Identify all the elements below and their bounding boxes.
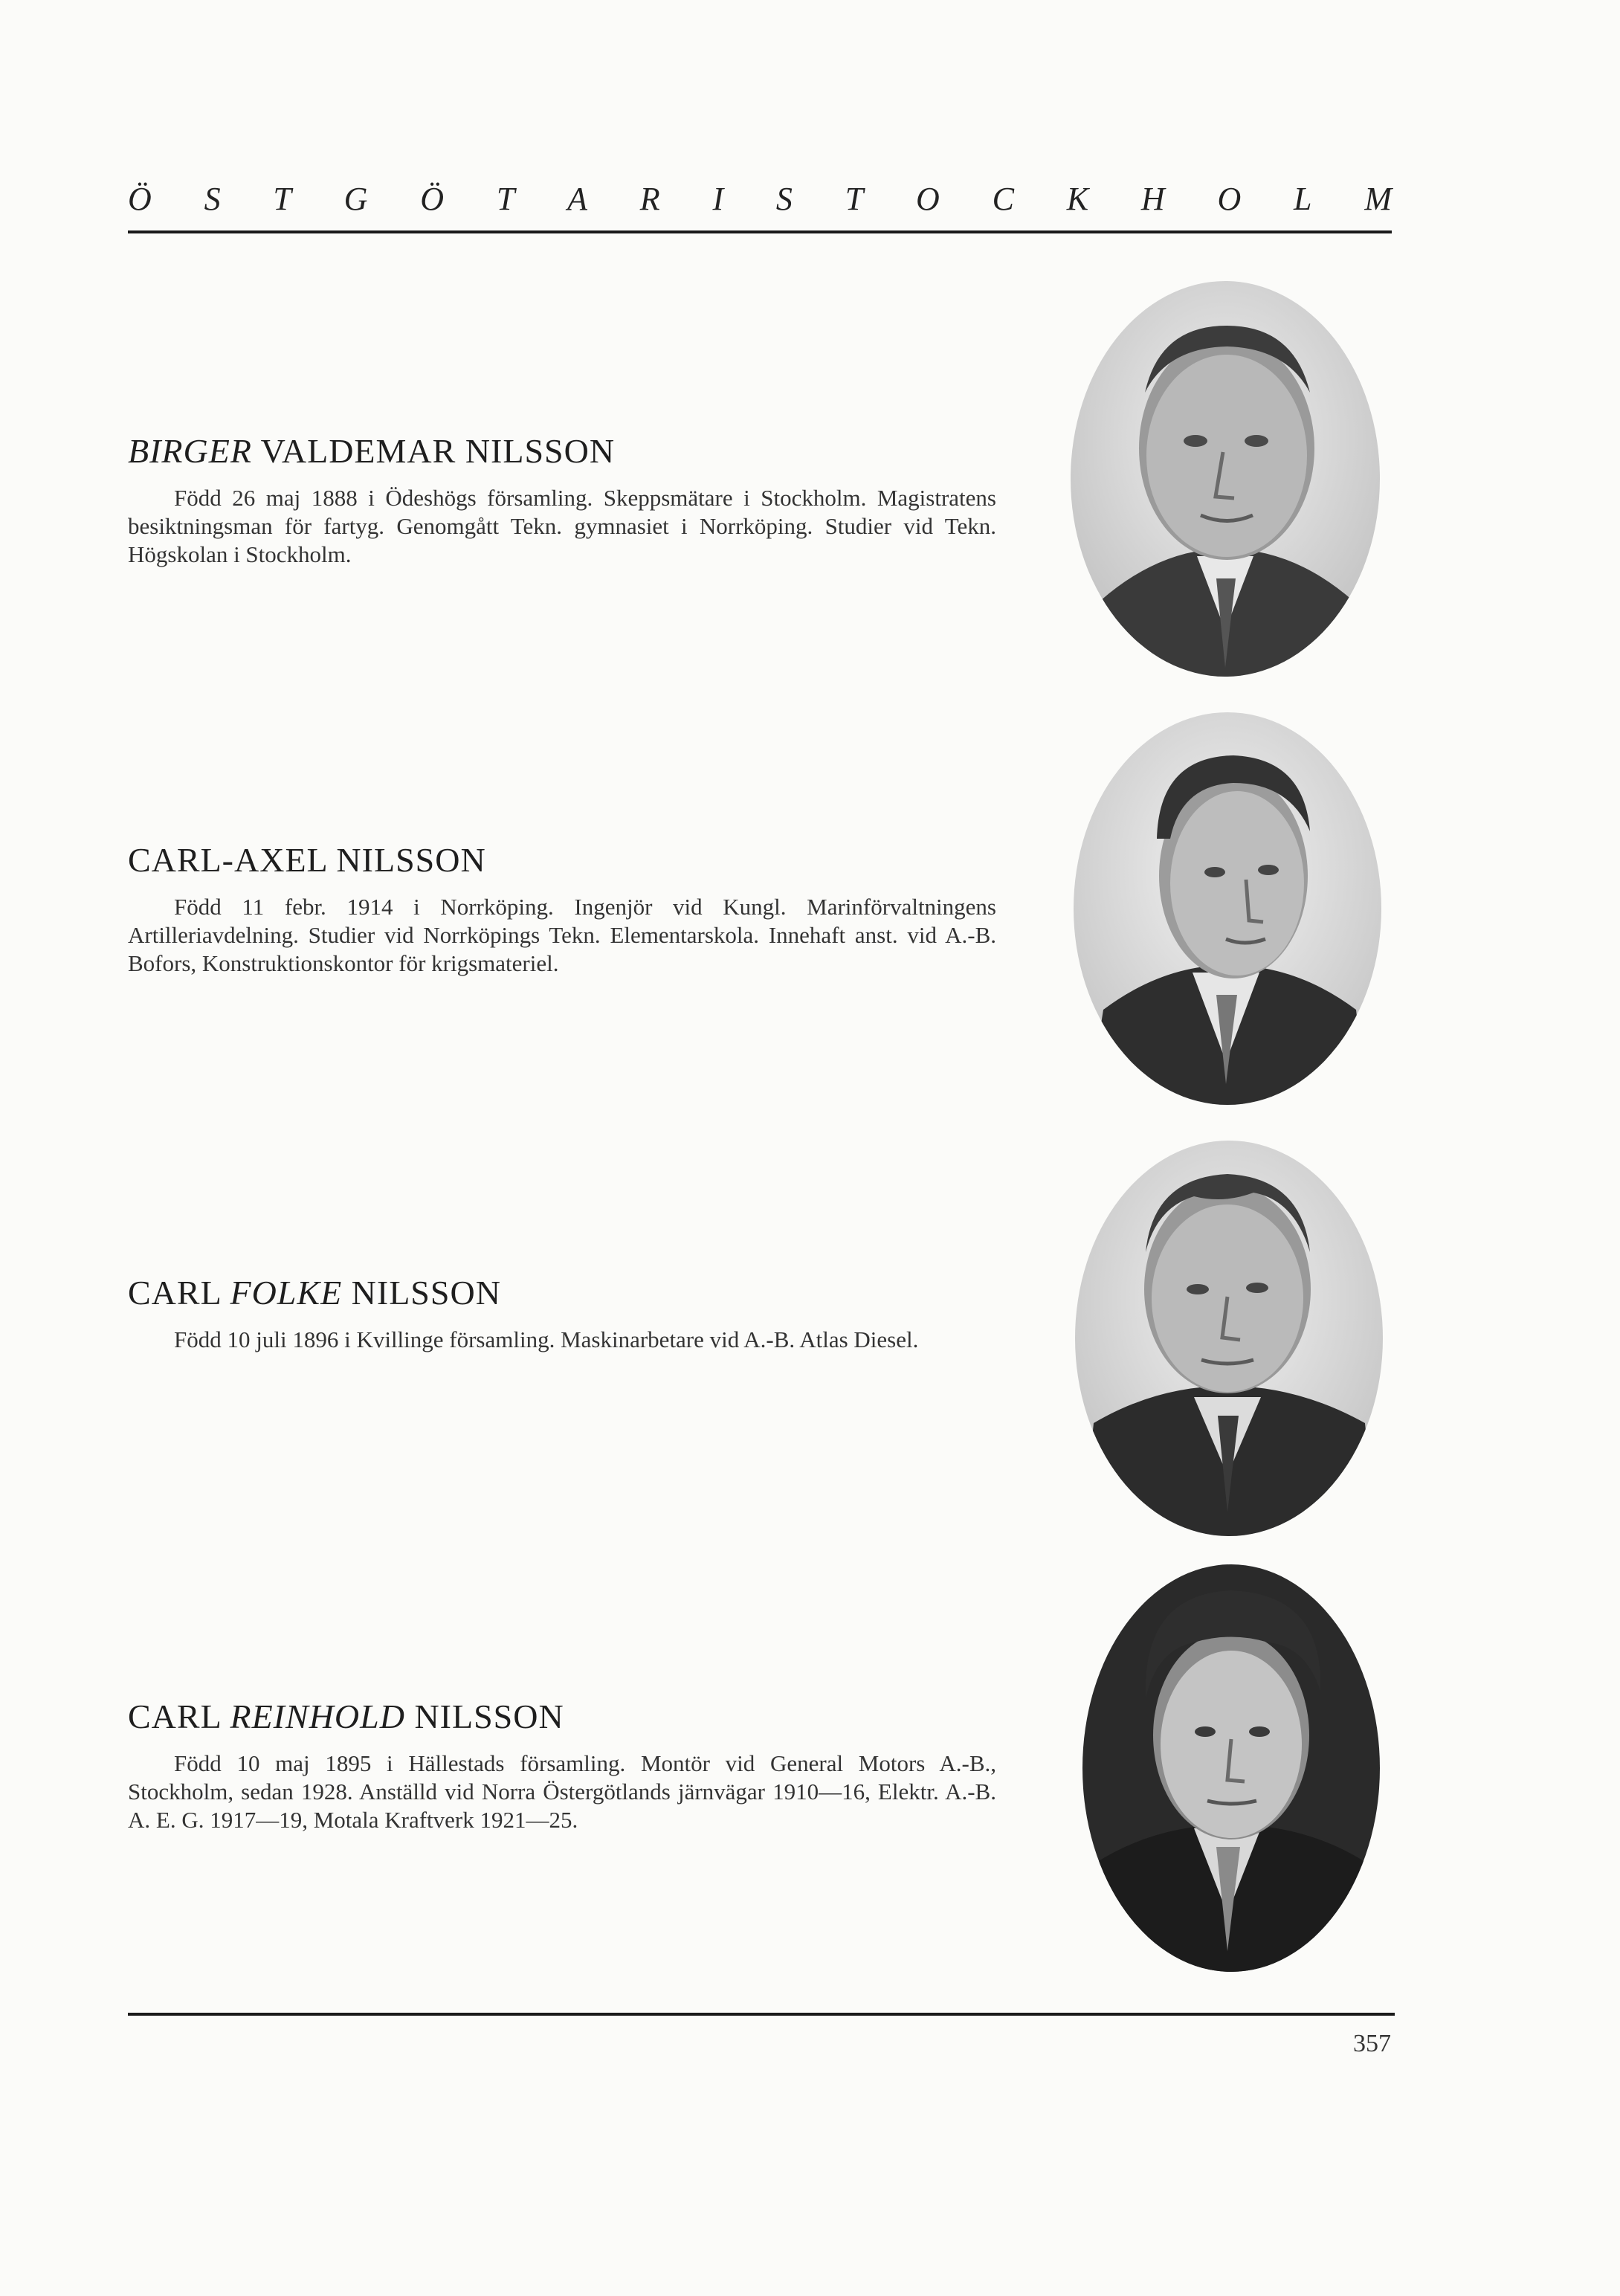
name-part: NILSSON: [342, 1274, 501, 1312]
portrait-carl-reinhold-nilsson: [1082, 1564, 1380, 1972]
name-part: VALDEMAR NILSSON: [251, 432, 616, 470]
name-part: CARL-AXEL NILSSON: [128, 841, 486, 879]
header-letter: M: [1364, 180, 1392, 217]
entry-carl-folke-nilsson: [128, 1273, 1020, 1354]
entry-bio: Född 10 maj 1895 i Hällestads församling. Montör vid General Motors A.-B., Stockholm, sedan 1928. Anställd vid Norra Östergötlands järnvägar 1910—16, Elektr. A.-B. A. E. G. 1917—19, Motala Kraftverk 1921—25.: [128, 1750, 996, 1833]
entry-bio: Född 26 maj 1888 i Ödeshögs församling. Skeppsmätare i Stockholm. Magistratens besiktningsman för fartyg. Genomgått Tekn. gymnasiet i Norrköping. Studier vid Tekn. Högskolan i Stockholm.: [128, 485, 996, 567]
entry-birger-valdemar-nilsson: [128, 431, 1020, 569]
entry-name: [128, 840, 1020, 880]
header-letter: T: [496, 180, 515, 217]
entry-name: [128, 1697, 1020, 1736]
header-letter: S: [204, 180, 221, 217]
name-part: REINHOLD: [230, 1697, 405, 1735]
header-letter: I: [712, 180, 724, 217]
header-letter: T: [845, 180, 864, 217]
header-rule: [128, 230, 1392, 233]
header-letter: H: [1140, 180, 1165, 217]
name-part: CARL: [128, 1274, 230, 1312]
header-letter: T: [273, 180, 291, 217]
header-letter: S: [775, 180, 793, 217]
header-letter: Ö: [128, 180, 152, 217]
entry-carl-reinhold-nilsson: [128, 1697, 1020, 1834]
name-part: FOLKE: [230, 1274, 343, 1312]
portrait-birger-valdemar-nilsson: [1071, 281, 1380, 677]
header-letter: O: [916, 180, 940, 217]
running-header: [128, 172, 1392, 225]
name-part: NILSSON: [404, 1697, 564, 1735]
entry-name: [128, 1273, 1020, 1312]
header-letter: G: [343, 180, 368, 217]
header-letter: Ö: [420, 180, 445, 217]
header-letter: K: [1066, 180, 1089, 217]
entry-carl-axel-nilsson: [128, 840, 1020, 978]
header-letter: C: [992, 180, 1014, 217]
entry-name: [128, 431, 1020, 471]
header-letter: O: [1217, 180, 1242, 217]
entry-bio: Född 11 febr. 1914 i Norrköping. Ingenjör vid Kungl. Marinförvaltningens Artilleriavdelning. Studier vid Norrköpings Tekn. Elementarskola. Innehaft anst. vid A.-B. Bofors, Konstruktionskontor för krigsmateriel.: [128, 894, 996, 976]
name-part: BIRGER: [128, 432, 252, 470]
portrait-carl-folke-nilsson: [1075, 1141, 1383, 1536]
header-letter: R: [639, 180, 660, 217]
footer-rule: [128, 2013, 1395, 2016]
page-number: 357: [1353, 2030, 1391, 2057]
portrait-carl-axel-nilsson: [1074, 712, 1381, 1105]
name-part: CARL: [128, 1697, 230, 1735]
header-letter: A: [567, 180, 587, 217]
header-letter: L: [1294, 180, 1312, 217]
entry-bio: Född 10 juli 1896 i Kvillinge församling. Maskinarbetare vid A.-B. Atlas Diesel.: [174, 1326, 919, 1352]
